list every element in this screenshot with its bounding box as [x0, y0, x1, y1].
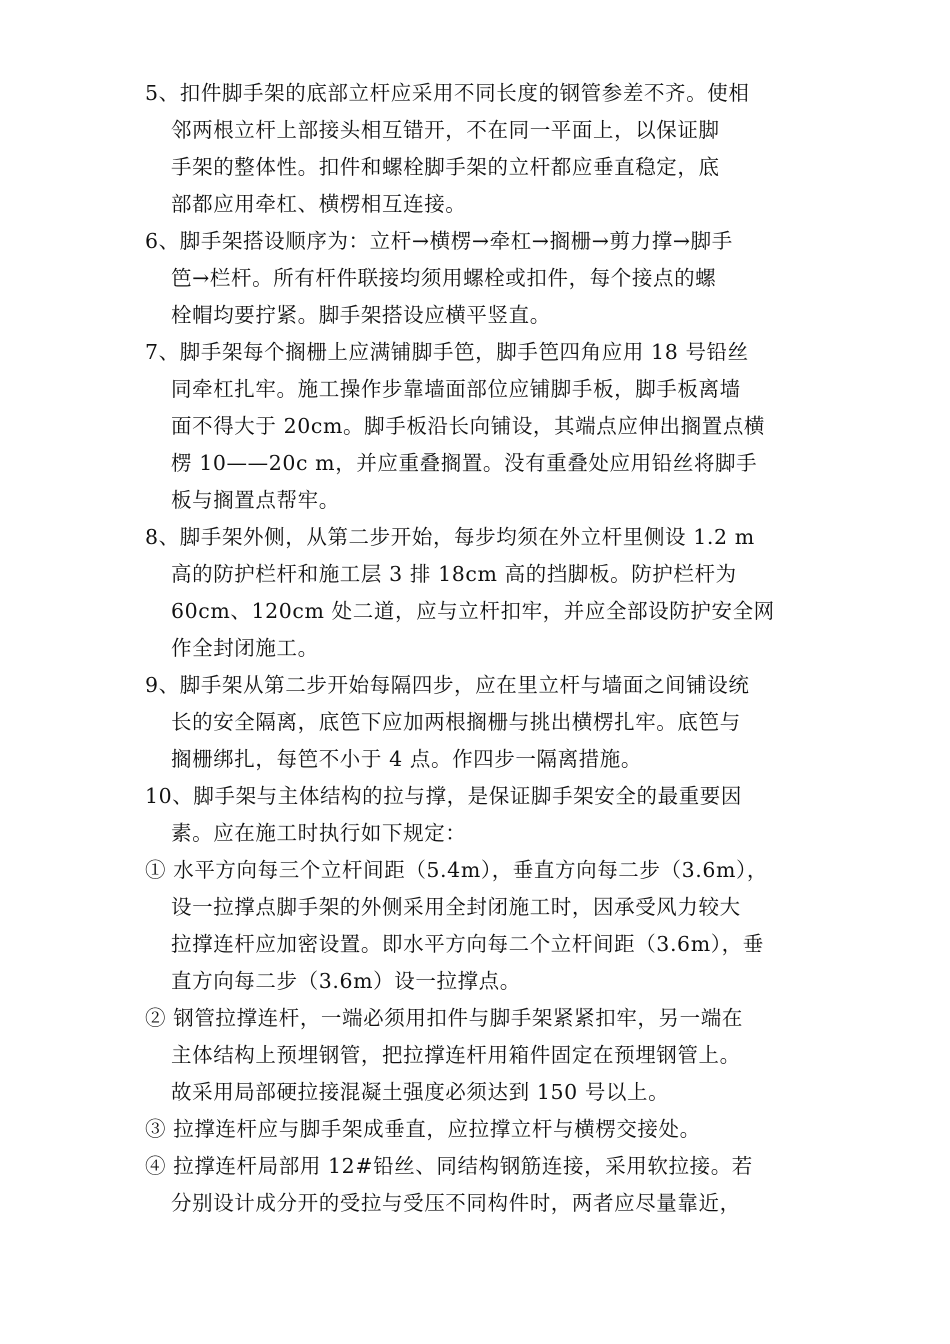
- text-line: 同牵杠扎牢。施工操作步靠墙面部位应铺脚手板，脚手板离墙: [171, 377, 741, 401]
- text-line: 60cm、120cm 处二道，应与立杆扣牢，并应全部设防护安全网: [171, 599, 775, 623]
- text-line: ③ 拉撑连杆应与脚手架成垂直，应拉撑立杆与横楞交接处。: [145, 1117, 701, 1141]
- text-line: ④ 拉撑连杆局部用 12#铅丝、同结构钢筋连接，采用软拉接。若: [145, 1154, 753, 1178]
- text-line: 7、脚手架每个搁栅上应满铺脚手笆，脚手笆四角应用 18 号铅丝: [145, 340, 749, 364]
- text-line: 笆→栏杆。所有杆件联接均须用螺栓或扣件，每个接点的螺: [171, 266, 717, 290]
- text-line: 素。应在施工时执行如下规定：: [171, 821, 467, 845]
- text-line: 分别设计成分开的受拉与受压不同构件时，两者应尽量靠近，: [171, 1191, 741, 1215]
- text-line: 楞 10——20c m，并应重叠搁置。没有重叠处应用铅丝将脚手: [171, 451, 758, 475]
- text-line: 板与搁置点帮牢。: [171, 488, 340, 512]
- text-line: 5、扣件脚手架的底部立杆应采用不同长度的钢管参差不齐。使相: [145, 81, 750, 105]
- text-line: 9、脚手架从第二步开始每隔四步，应在里立杆与墙面之间铺设统: [145, 673, 750, 697]
- text-line: 主体结构上预埋钢管，把拉撑连杆用箱件固定在预埋钢管上。: [171, 1043, 741, 1067]
- text-line: 6、脚手架搭设顺序为：立杆→横楞→牵杠→搁栅→剪力撑→脚手: [145, 229, 733, 253]
- text-line: 10、脚手架与主体结构的拉与撑，是保证脚手架安全的最重要因: [145, 784, 742, 808]
- text-line: ① 水平方向每三个立杆间距（5.4m），垂直方向每二步（3.6m），: [145, 858, 768, 882]
- text-line: 8、脚手架外侧，从第二步开始，每步均须在外立杆里侧设 1.2 m: [145, 525, 755, 549]
- text-line: 栓帽均要拧紧。脚手架搭设应横平竖直。: [171, 303, 551, 327]
- text-line: ② 钢管拉撑连杆，一端必须用扣件与脚手架紧紧扣牢，另一端在: [145, 1006, 743, 1030]
- text-line: 长的安全隔离，底笆下应加两根搁栅与挑出横楞扎牢。底笆与: [171, 710, 741, 734]
- text-line: 手架的整体性。扣件和螺栓脚手架的立杆都应垂直稳定，底: [171, 155, 720, 179]
- text-line: 设一拉撑点脚手架的外侧采用全封闭施工时，因承受风力较大: [171, 895, 741, 919]
- text-line: 故采用局部硬拉接混凝土强度必须达到 150 号以上。: [171, 1080, 670, 1104]
- text-line: 直方向每二步（3.6m）设一拉撑点。: [171, 969, 521, 993]
- text-line: 高的防护栏杆和施工层 3 排 18cm 高的挡脚板。防护栏杆为: [171, 562, 737, 586]
- text-line: 拉撑连杆应加密设置。即水平方向每二个立杆间距（3.6m），垂: [171, 932, 764, 956]
- text-line: 搁栅绑扎，每笆不小于 4 点。作四步一隔离措施。: [171, 747, 642, 771]
- text-line: 面不得大于 20cm。脚手板沿长向铺设，其端点应伸出搁置点横: [171, 414, 766, 438]
- text-line: 邻两根立杆上部接头相互错开，不在同一平面上，以保证脚: [171, 118, 720, 142]
- text-line: 作全封闭施工。: [171, 636, 319, 660]
- text-line: 部都应用牵杠、横楞相互连接。: [171, 192, 467, 216]
